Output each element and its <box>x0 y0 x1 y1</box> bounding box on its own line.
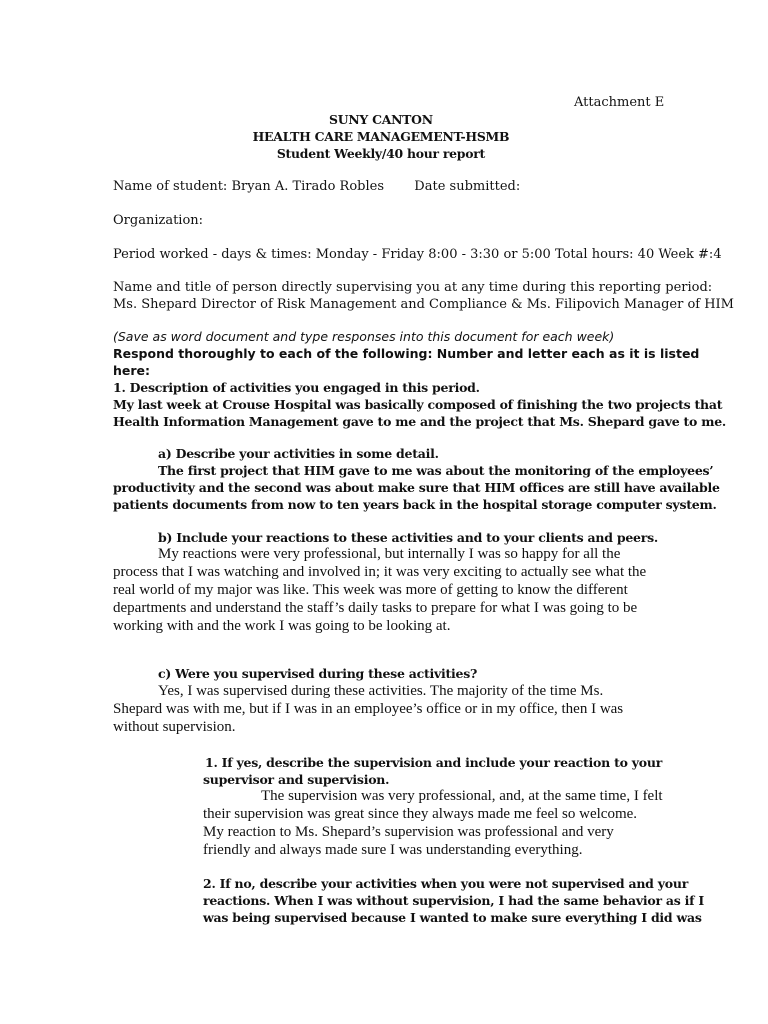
sub1-heading-line1: 1. If yes, describe the supervision and include your reaction to your <box>205 755 663 770</box>
question-b-heading: b) Include your reactions to these activities and to your clients and peers. <box>158 530 658 545</box>
question-c-heading: c) Were you supervised during these activities? <box>158 666 478 681</box>
sub1-line2: their supervision was great since they always made me feel so welcome. <box>203 806 638 822</box>
question-a-line3: patients documents from now to ten years back in the hospital storage computer system. <box>113 497 717 512</box>
student-line <box>113 178 520 196</box>
student-name: Bryan A. Tirado Robles <box>231 179 385 194</box>
attachment-label: Attachment E <box>574 95 665 110</box>
sub2-line1: 2. If no, describe your activities when you were not supervised and your <box>203 876 689 891</box>
respond-instruction-line1: Respond thoroughly to each of the following: Number and letter each as it is listed <box>113 346 700 361</box>
supervisor-value: Ms. Shepard Director of Risk Management and Compliance & Ms. Filipovich Manager of HIM <box>113 297 734 312</box>
section1-body-line2: Health Information Management gave to me and the project that Ms. Shepard gave to me. <box>113 414 727 429</box>
period-label: Period worked - days & times: <box>113 247 312 262</box>
institution-heading: SUNY CANTON <box>329 112 433 127</box>
sub1-heading-line2: supervisor and supervision. <box>203 772 390 787</box>
question-a-line1: The first project that HIM gave to me was about the monitoring of the employees’ <box>158 463 714 478</box>
section1-body-line1: My last week at Crouse Hospital was basically composed of finishing the two projects that <box>113 397 723 412</box>
question-b-line1: My reactions were very professional, but internally I was so happy for all the <box>158 546 621 562</box>
question-c-line3: without supervision. <box>113 719 236 735</box>
period-value: Monday - Friday 8:00 - 3:30 or 5:00 Total hours: 40 Week #:4 <box>315 247 722 262</box>
period-line <box>113 246 722 264</box>
question-c-line2: Shepard was with me, but if I was in an employee’s office or in my office, then I was <box>113 701 624 717</box>
program-heading: HEALTH CARE MANAGEMENT-HSMB <box>252 129 510 144</box>
save-note: (Save as word document and type responses into this document for each week) <box>113 329 615 344</box>
sub1-line4: friendly and always made sure I was understanding everything. <box>203 842 583 858</box>
date-submitted-label: Date submitted: <box>414 179 521 194</box>
sub1-line3: My reaction to Ms. Shepard’s supervision was professional and very <box>203 824 614 840</box>
question-b-line5: working with and the work I was going to be looking at. <box>113 618 451 634</box>
sub1-line1: The supervision was very professional, and, at the same time, I felt <box>261 788 663 804</box>
question-b-line2: process that I was watching and involved in; it was very exciting to actually see what the <box>113 564 647 580</box>
student-label: Name of student: <box>113 179 228 194</box>
organization-label: Organization: <box>113 213 204 228</box>
question-a-line2: productivity and the second was about make sure that HIM offices are still have available <box>113 480 720 495</box>
supervisor-label: Name and title of person directly supervising you at any time during this reporting period: <box>113 280 713 295</box>
sub2-line3: was being supervised because I wanted to make sure everything I did was <box>203 910 702 925</box>
question-b-line3: real world of my major was like. This week was more of getting to know the different <box>113 582 628 598</box>
question-b-line4: departments and understand the staff’s daily tasks to prepare for what I was going to be <box>113 600 638 616</box>
section1-heading: 1. Description of activities you engaged in this period. <box>113 380 480 395</box>
report-title: Student Weekly/40 hour report <box>276 146 486 161</box>
question-a-heading: a) Describe your activities in some detail. <box>158 446 439 461</box>
sub2-line2: reactions. When I was without supervision, I had the same behavior as if I <box>203 893 704 908</box>
question-c-line1: Yes, I was supervised during these activities. The majority of the time Ms. <box>158 683 604 699</box>
respond-instruction-line2: here: <box>113 363 151 378</box>
